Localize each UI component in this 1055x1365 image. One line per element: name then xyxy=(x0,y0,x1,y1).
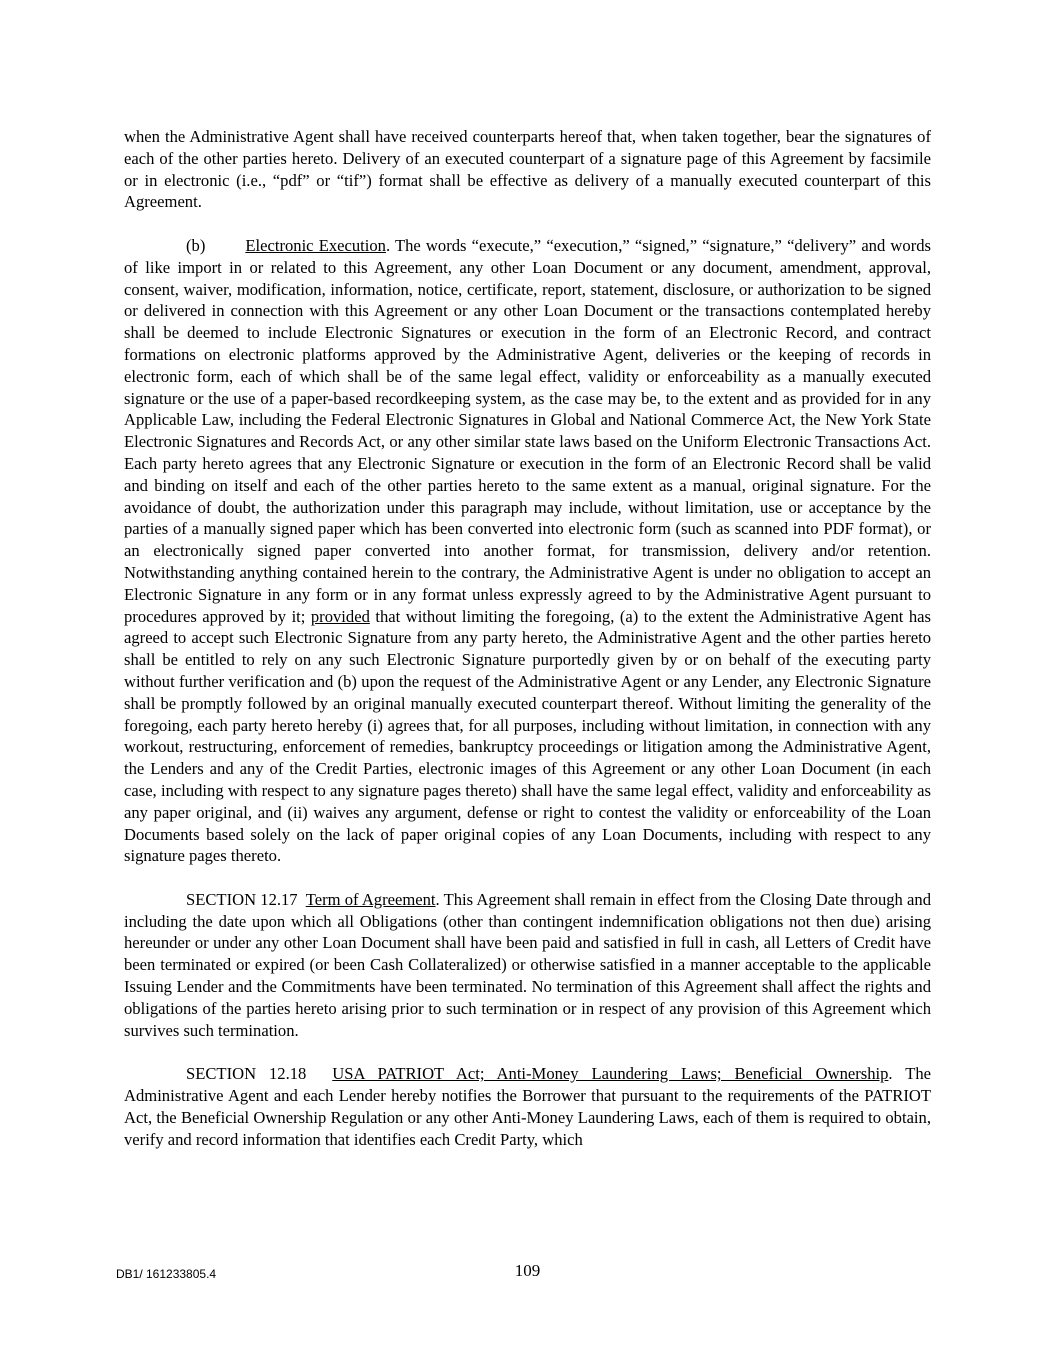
section-label: SECTION 12.18 xyxy=(186,1064,307,1084)
paragraph-text: . The words “execute,” “execution,” “signed,” “signature,” “delivery” and words of like import in or related to this Agreement, any other Loan Document or any document, amendment, approval, consent, waiver, modification, information, notice, certificate, report, statement, disclosure, or authorization to be signed or delivered in connection with this Agreement or any other Loan Document or the transactions contemplated hereby shall be deemed to include Electronic Signatures or execution in the form of an Electronic Record, and contract formations on electronic platforms approved by the Administrative Agent, deliveries or the keeping of records in electronic form, each of which shall be of the same legal effect, validity or enforceability as a manually executed signature or the use of a paper-based recordkeeping system, as the case may be, to the extent and as provided for in any Applicable Law, including the Federal Electronic Signatures in Global and National Commerce Act, the New York State Electronic Signatures and Records Act, or any other similar state laws based on the Uniform Electronic Transactions Act. Each party hereto agrees that any Electronic Signature or execution in the form of an Electronic Record shall be valid and binding on itself and each of the other parties hereto to the same extent as a manual, original signature. For the avoidance of doubt, the authorization under this paragraph may include, without limitation, use or acceptance by the parties of a manually signed paper which has been converted into electronic form (such as scanned into PDF format), or an electronically signed paper converted into another format, for transmission, delivery and/or retention. Notwithstanding anything contained herein to the contrary, the Administrative Agent is under no obligation to accept an Electronic Signature in any form or in any format unless expressly agreed to by the Administrative Agent pursuant to procedures approved by it; xyxy=(124,235,931,626)
section-heading-term-of-agreement: Term of Agreement xyxy=(305,889,436,909)
paragraph-section-12-17 xyxy=(124,889,931,1042)
paragraph-text: . This Agreement shall remain in effect from the Closing Date through and including the date upon which all Obligations (other than contingent indemnification obligations not then due) arising hereunder or under any other Loan Document shall have been paid and satisfied in full in cash, all Letters of Credit have been terminated or expired (or been Cash Collateralized) or otherwise satisfied in a manner acceptable to the applicable Issuing Lender and the Commitments have been terminated. No termination of this Agreement shall affect the rights and obligations of the parties hereto arising prior to such termination or in respect of any provision of this Agreement which survives such termination. xyxy=(124,889,932,1040)
document-body xyxy=(124,126,931,1172)
paragraph-text: that without limiting the foregoing, (a) to the extent the Administrative Agent has agreed to accept such Electronic Signature from any party hereto, the Administrative Agent and the other parties hereto shall be entitled to rely on any such Electronic Signature purportedly given by or on behalf of the executing party without further verification and (b) upon the request of the Administrative Agent or any Lender, any Electronic Signature shall be promptly followed by an original manually executed counterpart thereof. Without limiting the generality of the foregoing, each party hereto hereby (i) agrees that, for all purposes, including without limitation, in connection with any workout, restructuring, enforcement of remedies, bankruptcy proceedings or litigation among the Administrative Agent, the Lenders and any of the Credit Parties, electronic images of this Agreement or any other Loan Document (in each case, including with respect to any signature pages thereto) shall have the same legal effect, validity and enforceability as any paper original, and (ii) waives any argument, defense or right to contest the validity or enforceability of the Loan Documents based solely on the lack of paper original copies of any Loan Documents, including with respect to any signature pages thereto. xyxy=(124,606,931,866)
page-number: 109 xyxy=(514,1261,541,1280)
paragraph-counterparts-continuation xyxy=(124,126,931,213)
section-heading-usa-patriot-act: USA PATRIOT Act; Anti-Money Laundering Laws; Beneficial Ownership xyxy=(332,1064,889,1084)
subsection-label: (b) xyxy=(186,235,206,255)
paragraph-text: when the Administrative Agent shall have received counterparts hereof that, when taken together, bear the signatures of each of the other parties hereto. Delivery of an executed counterpart of a signature page of this Agreement by facsimile or in electronic (i.e., “pdf” or “tif”) format shall be effective as delivery of a manually executed counterpart of this Agreement. xyxy=(124,127,931,212)
section-heading-electronic-execution: Electronic Execution xyxy=(245,235,386,255)
footer-document-id: DB1/ 161233805.4 xyxy=(116,1267,217,1281)
emphasis-provided: provided xyxy=(310,606,370,626)
paragraph-text: . The Administrative Agent and each Lender hereby notifies the Borrower that pursuant to the requirements of the PATRIOT Act, the Beneficial Ownership Regulation or any other Anti-Money Laundering Laws, each of them is required to obtain, verify and record information that identifies each Credit Party, which xyxy=(124,1064,932,1149)
paragraph-section-12-18 xyxy=(124,1063,931,1150)
paragraph-electronic-execution xyxy=(124,235,931,867)
section-label: SECTION 12.17 xyxy=(186,889,298,909)
